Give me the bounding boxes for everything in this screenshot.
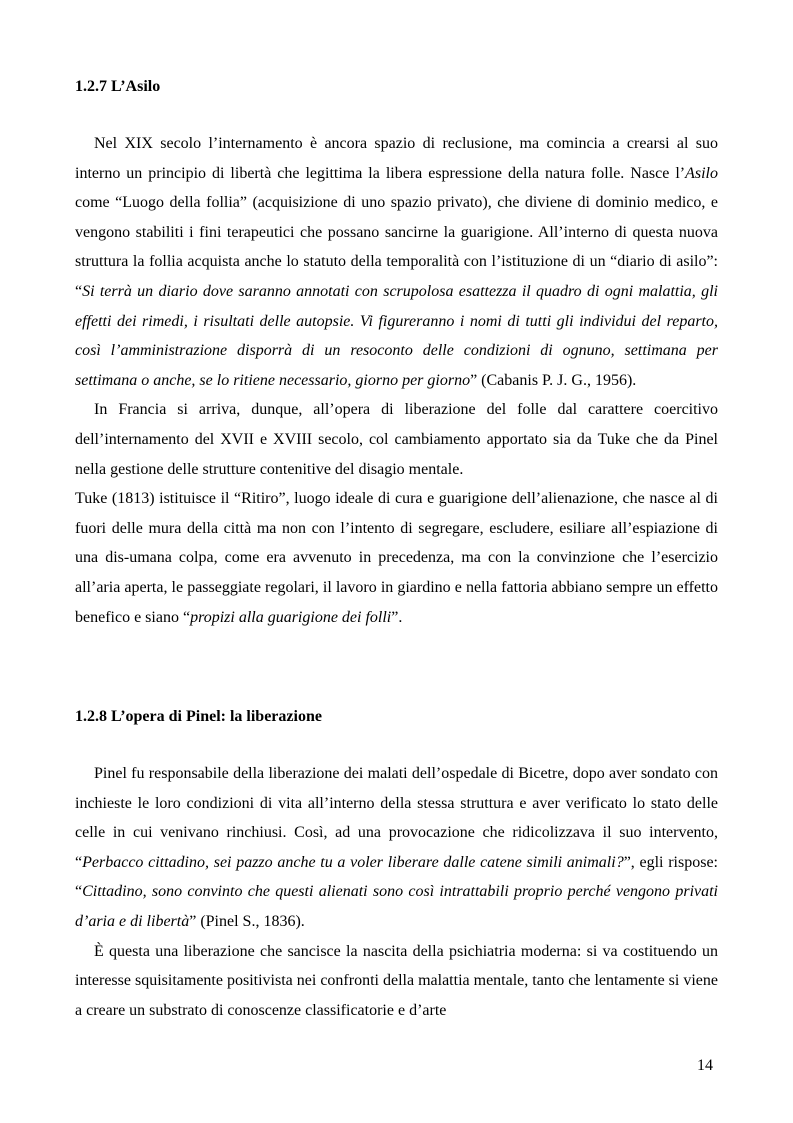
section-body-asilo	[75, 129, 718, 632]
paragraph-asilo-intro: Nel XIX secolo l’internamento è ancora spazio di reclusione, ma comincia a crearsi al suo interno un principio di libertà che legittima la libera espressione della natura folle. Nasce l’Asilo come “Luogo della follia” (acquisizione di uno spazio privato), che diviene di dominio medico, e vengono stabiliti i fini terapeutici che possano sancirne la guarigione. All’interno di questa nuova struttura la follia acquista anche lo statuto della temporalità con l’istituzione di un “diario di asilo”: “Si terrà un diario dove saranno annotati con scrupolosa esattezza il quadro di ogni malattia, gli effetti dei rimedi, i risultati delle autopsie. Vi figureranno i nomi di tutti gli individui del reparto, così l’amministrazione disporrà di un resoconto delle condizioni di ognuno, settimana per settimana o anche, se lo ritiene necessario, giorno per giorno” (Cabanis P. J. G., 1956).	[75, 135, 718, 389]
page-number: 14	[697, 1057, 713, 1074]
section-heading-asilo: 1.2.7 L’Asilo	[75, 78, 161, 95]
paragraph-francia: In Francia si arriva, dunque, all’opera di liberazione del folle dal carattere coercitivo dell’internamento del XVII e XVIII secolo, col cambiamento apportato sia da Tuke che da Pinel nella gestione delle strutture contenitive del disagio mentale.	[75, 401, 718, 478]
section-heading-pinel: 1.2.8 L’opera di Pinel: la liberazione	[75, 708, 322, 725]
paragraph-tuke: Tuke (1813) istituisce il “Ritiro”, luogo ideale di cura e guarigione dell’alienazione, che nasce al di fuori delle mura della città ma non con l’intento di segregare, escludere, esiliare all’espiazione di una dis-umana colpa, come era avvenuto in precedenza, ma con la convinzione che l’esercizio all’aria aperta, le passeggiate regolari, il lavoro in giardino e nella fattoria abbiano sempre un effetto benefico e siano “propizi alla guarigione dei folli”.	[75, 490, 718, 626]
section-body-pinel	[75, 759, 718, 1025]
paragraph-psichiatria: È questa una liberazione che sancisce la nascita della psichiatria moderna: si va costituendo un interesse squisitamente positivista nei confronti della malattia mentale, tanto che lentamente si viene a creare un substrato di conoscenze classificatorie e d’arte	[75, 942, 718, 1019]
paragraph-pinel: Pinel fu responsabile della liberazione dei malati dell’ospedale di Bicetre, dopo aver sondato con inchieste le loro condizioni di vita all’interno della stessa struttura e aver verificato lo stato delle celle in cui venivano rinchiusi. Così, ad una provocazione che ridicolizzava il suo intervento, “Perbacco cittadino, sei pazzo anche tu a voler liberare dalle catene simili animali?”, egli rispose: “Cittadino, sono convinto che questi alienati sono così intrattabili proprio perché vengono privati d’aria e di libertà” (Pinel S., 1836).	[75, 765, 718, 930]
